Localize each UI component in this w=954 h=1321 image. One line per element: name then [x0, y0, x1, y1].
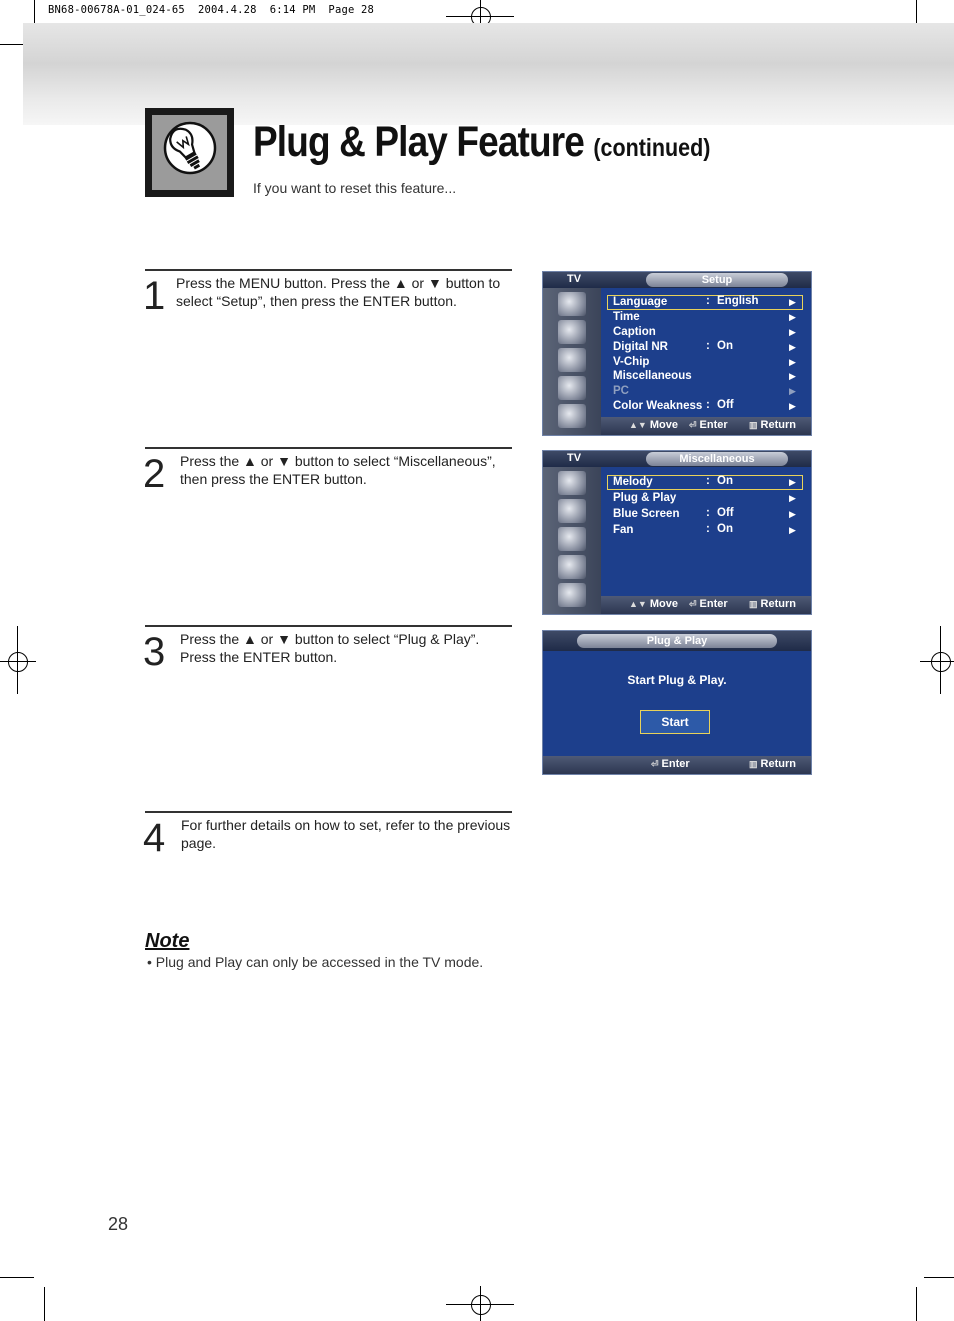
- arrow-right-icon: ▶: [789, 525, 796, 535]
- menu-item-plug-play[interactable]: Plug & Play: [613, 492, 677, 504]
- updown-icon: ▲▼: [629, 599, 647, 609]
- arrow-right-icon: ▶: [789, 386, 796, 396]
- menu-item-time[interactable]: Time: [613, 311, 640, 323]
- setup-icon: [558, 404, 586, 428]
- crop-mark: [916, 1287, 917, 1321]
- menu-icon: ▥: [749, 759, 758, 769]
- item-colon: :: [706, 475, 710, 487]
- footer-return-label: Return: [760, 598, 796, 610]
- plug-play-screen: [542, 630, 812, 775]
- footer-return-label: Return: [760, 758, 796, 770]
- footer-enter: [689, 598, 728, 610]
- miscellaneous-menu-screen: [542, 450, 812, 615]
- step-divider: [145, 811, 512, 813]
- enter-icon: ⏎: [689, 599, 697, 609]
- step-text: For further details on how to set, refer to the previous page.: [181, 817, 511, 851]
- footer-return: [749, 598, 796, 610]
- osd-footer: [601, 417, 811, 435]
- tv-label: TV: [567, 452, 582, 464]
- menu-title: Miscellaneous: [646, 452, 788, 466]
- footer-enter: [689, 419, 728, 431]
- page-title: [253, 118, 710, 167]
- sound-icon: [558, 348, 586, 372]
- step-divider: [145, 447, 512, 449]
- footer-return: [749, 419, 796, 431]
- footer-return-label: Return: [760, 419, 796, 431]
- arrow-right-icon: ▶: [789, 493, 796, 503]
- footer-move: [629, 598, 678, 610]
- arrow-right-icon: ▶: [789, 327, 796, 337]
- arrow-right-icon: ▶: [789, 477, 796, 487]
- footer-move: [629, 419, 678, 431]
- menu-title: Setup: [646, 273, 788, 287]
- menu-item-caption[interactable]: Caption: [613, 326, 656, 338]
- picture-icon: [558, 320, 586, 344]
- footer-move-label: Move: [649, 419, 678, 431]
- setup-menu-screen: [542, 271, 812, 436]
- item-colon: :: [706, 340, 710, 352]
- osd-footer: [601, 596, 811, 614]
- crop-mark: [0, 1277, 34, 1278]
- item-value: On: [717, 523, 733, 535]
- antenna-icon: [558, 471, 586, 495]
- page-number: 28: [108, 1214, 129, 1234]
- item-value: Off: [717, 399, 734, 411]
- menu-item-language[interactable]: Language: [613, 296, 668, 308]
- note-heading: Note: [145, 930, 190, 952]
- arrow-right-icon: ▶: [789, 401, 796, 411]
- picture-icon: [558, 499, 586, 523]
- menu-item-melody[interactable]: Melody: [613, 476, 653, 488]
- arrow-right-icon: ▶: [789, 357, 796, 367]
- step-number: 4: [143, 816, 166, 860]
- tv-label: TV: [567, 273, 582, 285]
- dialog-title: Plug & Play: [577, 634, 777, 648]
- channel-icon: [558, 555, 586, 579]
- enter-icon: ⏎: [689, 420, 697, 430]
- antenna-icon: [558, 292, 586, 316]
- print-header: BN68-00678A-01_024-65 2004.4.28 6:14 PM Page 28: [48, 4, 375, 16]
- footer-enter-label: Enter: [661, 758, 690, 770]
- registration-mark: [8, 652, 28, 672]
- step-number: 1: [143, 274, 166, 318]
- arrow-right-icon: ▶: [789, 312, 796, 322]
- step-number: 3: [143, 630, 166, 674]
- menu-item-miscellaneous[interactable]: Miscellaneous: [613, 370, 692, 382]
- crop-mark: [924, 1277, 954, 1278]
- arrow-right-icon: ▶: [789, 509, 796, 519]
- item-colon: :: [706, 523, 710, 535]
- channel-icon: [558, 376, 586, 400]
- updown-icon: ▲▼: [629, 420, 647, 430]
- page-subtitle: If you want to reset this feature...: [253, 180, 457, 196]
- osd-footer: [543, 756, 811, 774]
- footer-move-label: Move: [649, 598, 678, 610]
- step-divider: [145, 625, 512, 627]
- enter-icon: ⏎: [651, 759, 659, 769]
- item-value: English: [717, 295, 759, 307]
- setup-icon: [558, 583, 586, 607]
- menu-icon: ▥: [749, 420, 758, 430]
- menu-item-pc: PC: [613, 385, 629, 397]
- arrow-right-icon: ▶: [789, 297, 796, 307]
- title-suffix: (continued): [593, 134, 711, 162]
- menu-sidebar: [543, 288, 601, 435]
- footer-enter-label: Enter: [699, 598, 728, 610]
- arrow-right-icon: ▶: [789, 371, 796, 381]
- footer-return: [749, 758, 796, 770]
- registration-mark: [931, 652, 951, 672]
- lightbulb-icon: [145, 108, 234, 197]
- step-divider: [145, 269, 512, 271]
- arrow-right-icon: ▶: [789, 342, 796, 352]
- menu-icon: ▥: [749, 599, 758, 609]
- dialog-message: Start Plug & Play.: [627, 673, 727, 687]
- menu-sidebar: [543, 467, 601, 614]
- step-number: 2: [143, 452, 166, 496]
- item-colon: :: [706, 507, 710, 519]
- start-button[interactable]: Start: [640, 710, 710, 734]
- footer-enter: [651, 758, 690, 770]
- menu-item-blue-screen[interactable]: Blue Screen: [613, 508, 680, 520]
- step-text: Press the ▲ or ▼ button to select “Miscellaneous”, then press the ENTER button.: [180, 453, 496, 487]
- registration-mark: [471, 1295, 491, 1315]
- item-colon: :: [706, 399, 710, 411]
- menu-item-fan[interactable]: Fan: [613, 524, 634, 536]
- step-text: Press the ▲ or ▼ button to select “Plug & Play”. Press the ENTER button.: [180, 631, 480, 665]
- footer-enter-label: Enter: [699, 419, 728, 431]
- note-text: • Plug and Play can only be accessed in the TV mode.: [147, 954, 484, 970]
- menu-item-digital-nr[interactable]: Digital NR: [613, 341, 668, 353]
- sound-icon: [558, 527, 586, 551]
- item-value: On: [717, 340, 733, 352]
- title-text: Plug & Play Feature: [253, 118, 584, 166]
- crop-mark: [44, 1287, 45, 1321]
- item-value: On: [717, 475, 733, 487]
- menu-item-color-weakness[interactable]: Color Weakness: [613, 400, 703, 412]
- step-text: Press the MENU button. Press the ▲ or ▼ button to select “Setup”, then press the ENTER button.: [176, 275, 501, 309]
- item-colon: :: [706, 295, 710, 307]
- item-value: Off: [717, 507, 734, 519]
- menu-item-v-chip[interactable]: V-Chip: [613, 356, 650, 368]
